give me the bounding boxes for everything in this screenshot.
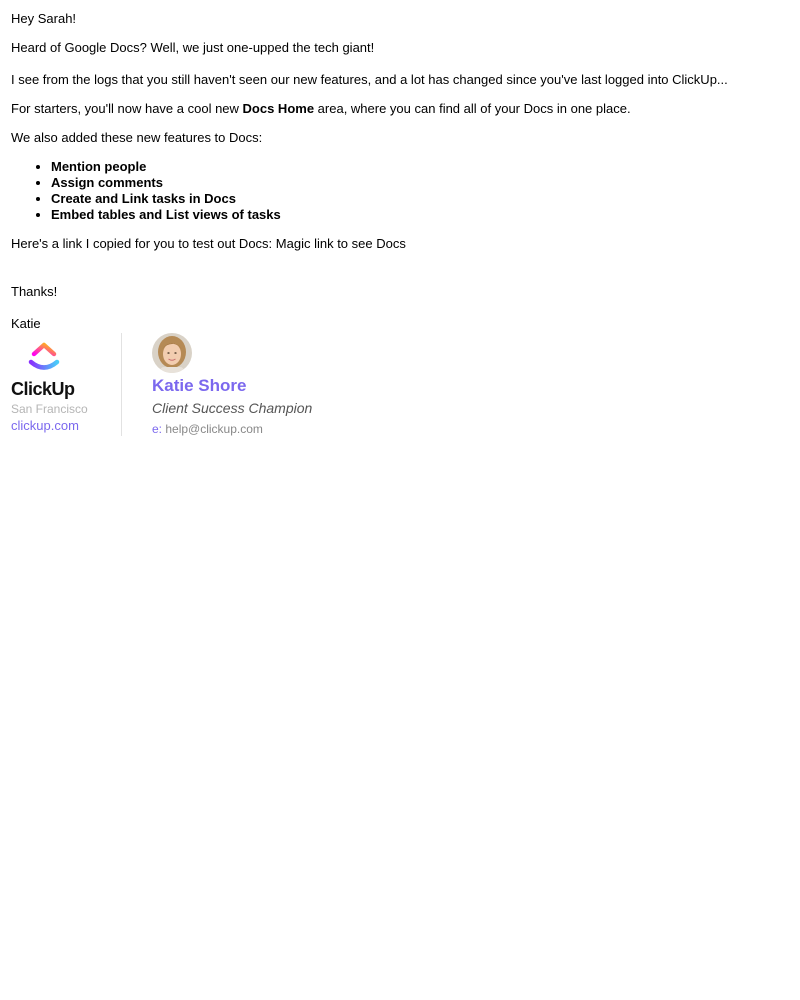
signer-name: Katie bbox=[11, 316, 41, 331]
email-body bbox=[0, 0, 800, 436]
docs-home-bold: Docs Home bbox=[242, 101, 315, 116]
email-signature bbox=[11, 333, 789, 436]
magic-link-text bbox=[11, 236, 789, 252]
logs-text: I see from the logs that you still haven't seen our new features, and a lot has changed since you've last logged into ClickUp... bbox=[11, 72, 728, 87]
starters-prefix: For starters, you'll now have a cool new bbox=[11, 101, 243, 116]
feature-item: • Create and Link tasks in Docs bbox=[51, 191, 789, 207]
avatar bbox=[152, 333, 192, 373]
clickup-logo-icon bbox=[27, 339, 61, 373]
feature-item: • Mention people bbox=[51, 159, 789, 175]
magic-link[interactable]: Magic link to see Docs bbox=[275, 236, 406, 251]
clickup-wordmark: ClickUp bbox=[11, 379, 75, 399]
greeting: Hey Sarah! bbox=[11, 11, 77, 26]
feature-list bbox=[11, 159, 789, 223]
signature-title: Client Success Champion bbox=[152, 400, 313, 416]
starters-text bbox=[11, 101, 789, 117]
signature-person-block bbox=[122, 333, 312, 436]
signature-website-link[interactable]: clickup.com bbox=[11, 418, 79, 433]
starters-suffix: area, where you can find all of your Docs in one place. bbox=[314, 101, 631, 116]
intro-text: Heard of Google Docs? Well, we just one-upped the tech giant! bbox=[11, 40, 375, 55]
signature-brand-block bbox=[11, 333, 122, 436]
signature-email bbox=[152, 422, 312, 436]
magic-prefix: Here's a link I copied for you to test out Docs: bbox=[11, 236, 276, 251]
thanks-text: Thanks! bbox=[11, 284, 58, 299]
feature-item: • Embed tables and List views of tasks bbox=[51, 207, 789, 223]
email-label: e: bbox=[152, 422, 163, 436]
feature-item: • Assign comments bbox=[51, 175, 789, 191]
signature-city: San Francisco bbox=[11, 402, 88, 416]
signature-name: Katie Shore bbox=[152, 376, 247, 395]
added-text: We also added these new features to Docs: bbox=[11, 130, 263, 145]
signature-email-address[interactable]: help@clickup.com bbox=[165, 422, 263, 436]
